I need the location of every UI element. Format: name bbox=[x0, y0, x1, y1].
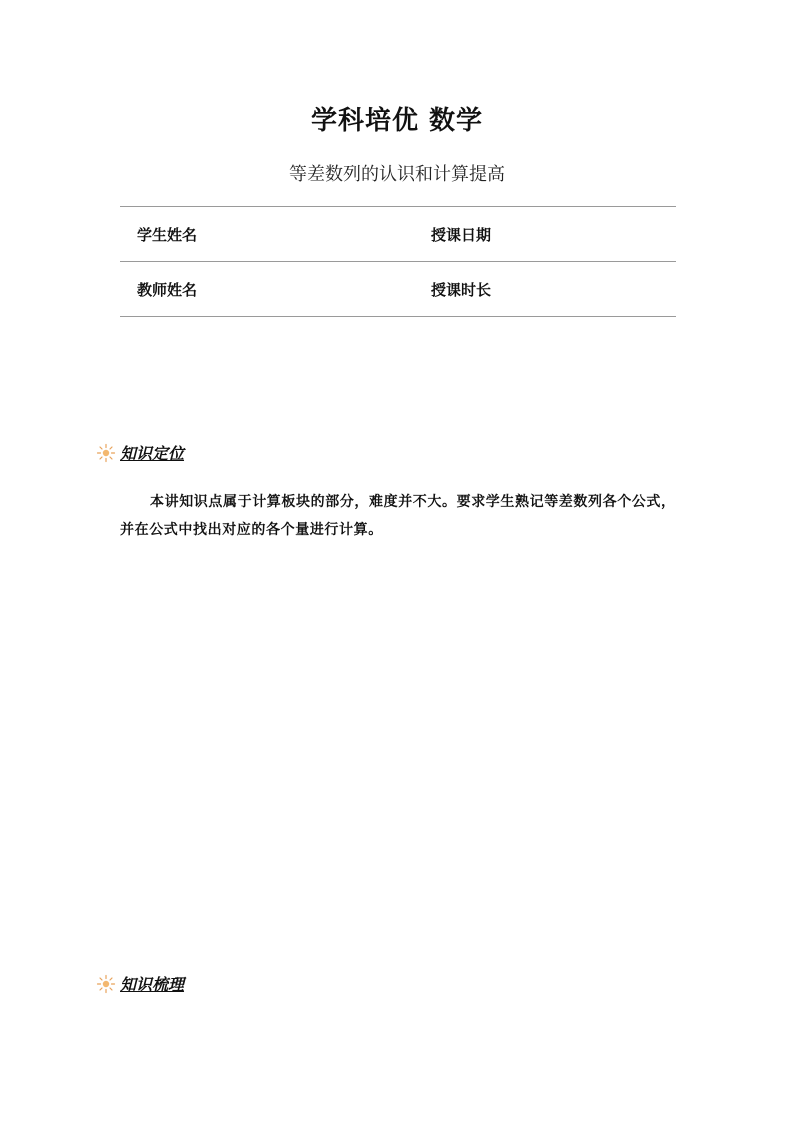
student-info-table bbox=[120, 206, 676, 317]
info-row bbox=[120, 207, 676, 262]
section-body-text: 本讲知识点属于计算板块的部分，难度并不大。要求学生熟记等差数列各个公式，并在公式中找出对应的各个量进行计算。 bbox=[120, 494, 676, 538]
section-heading-knowledge-review bbox=[96, 972, 184, 995]
lesson-date-label: 授课日期 bbox=[431, 225, 492, 244]
info-row bbox=[120, 262, 676, 317]
student-name-label: 学生姓名 bbox=[137, 225, 198, 244]
section-title: 知识定位 bbox=[120, 444, 185, 463]
section-heading-knowledge-position bbox=[96, 441, 184, 464]
document-title: 学科培优 数学 bbox=[310, 106, 484, 136]
sun-icon bbox=[96, 974, 116, 994]
lesson-duration-label: 授课时长 bbox=[431, 280, 492, 299]
document-subtitle: 等差数列的认识和计算提高 bbox=[289, 164, 505, 185]
sun-icon bbox=[96, 443, 116, 463]
teacher-name-label: 教师姓名 bbox=[137, 280, 198, 299]
section-title: 知识梳理 bbox=[120, 975, 185, 994]
